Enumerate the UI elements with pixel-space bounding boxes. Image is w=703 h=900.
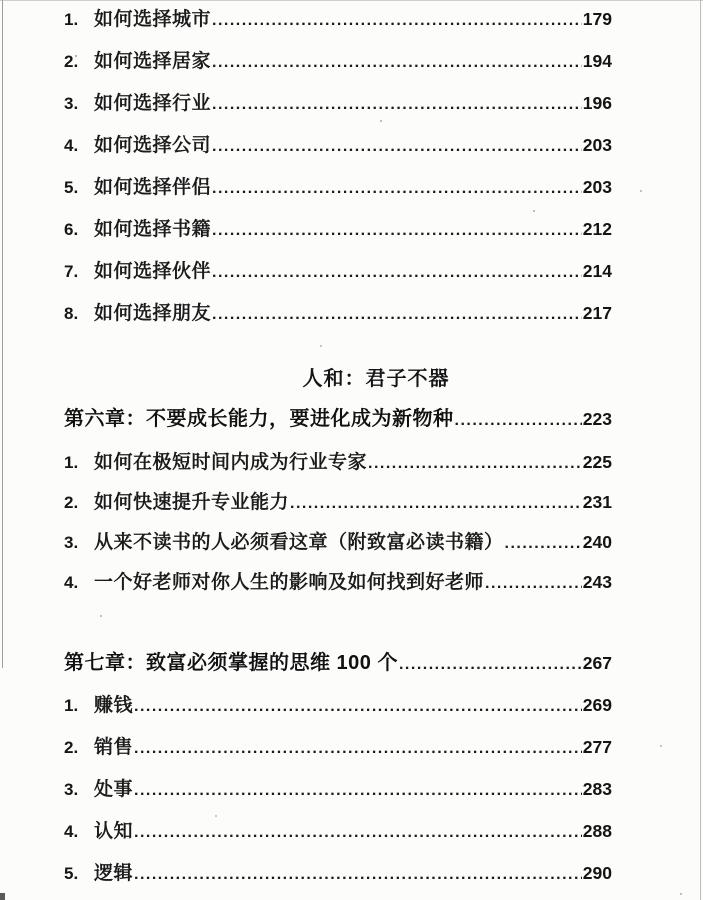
page-number: 194 [582, 51, 612, 71]
toc-entry-row [64, 532, 612, 553]
toc-entry-row [64, 779, 612, 800]
chapter-title: 第七章：致富必须掌握的思维 100 个 [64, 652, 398, 674]
page-number: 290 [582, 863, 612, 883]
toc-content [64, 0, 612, 900]
toc-entry-row [64, 177, 612, 198]
entry-number: 1. [64, 10, 79, 29]
entry-number: 7. [64, 262, 79, 281]
chapter-heading-row [64, 408, 612, 430]
chapter-title: 第六章：不要成长能力，要进化成为新物种 [64, 408, 454, 430]
page-number: 179 [582, 9, 612, 29]
part-heading: 人和：君子不器 [302, 368, 450, 390]
entry-title: 认知 [94, 821, 134, 842]
dot-leader [455, 410, 582, 430]
entry-number: 8. [64, 304, 79, 323]
entry-number: 2. [64, 493, 79, 512]
scan-edge-right [700, 0, 701, 900]
dot-leader [212, 94, 582, 114]
dot-leader [134, 822, 582, 842]
toc-entry-row [64, 51, 612, 72]
entry-title: 如何选择公司 [94, 135, 212, 156]
toc-entry-row [64, 93, 612, 114]
entry-title: 如何选择城市 [94, 9, 212, 30]
toc-entry-row [64, 737, 612, 758]
page-number: 277 [582, 737, 612, 757]
entry-title: 如何选择书籍 [94, 219, 212, 240]
page-number: 223 [582, 409, 612, 429]
entry-title: 赚钱 [94, 695, 134, 716]
entry-number: 3. [64, 94, 79, 113]
toc-entry-row [64, 863, 612, 884]
page-number: 288 [582, 821, 612, 841]
toc-entry-row [64, 303, 612, 324]
dot-leader [485, 573, 582, 593]
entry-title: 如何选择居家 [94, 51, 212, 72]
entry-number: 1. [64, 453, 79, 472]
dot-leader [212, 304, 582, 324]
toc-entry-row [64, 9, 612, 30]
toc-entry-row [64, 572, 612, 593]
entry-title: 一个好老师对你人生的影响及如何找到好老师 [94, 572, 485, 593]
chapter7-entries [64, 695, 612, 884]
entry-number: 4. [64, 136, 79, 155]
dot-leader [212, 10, 582, 30]
entry-title: 如何选择伙伴 [94, 261, 212, 282]
scan-corner-mark [0, 893, 5, 900]
page-number: 214 [582, 261, 612, 281]
page-number: 231 [582, 492, 612, 512]
entry-number: 3. [64, 780, 79, 799]
entry-number: 6. [64, 220, 79, 239]
entry-title: 如何选择朋友 [94, 303, 212, 324]
page-number: 203 [582, 177, 612, 197]
dot-leader [212, 52, 582, 72]
page-number: 243 [582, 572, 612, 592]
entry-number: 3. [64, 533, 79, 552]
entry-title: 从来不读书的人必须看这章（附致富必读书籍） [94, 532, 504, 553]
chapter6-entries [64, 452, 612, 593]
entry-title: 如何选择伴侣 [94, 177, 212, 198]
entry-title: 如何在极短时间内成为行业专家 [94, 452, 368, 473]
page-number: 225 [582, 452, 612, 472]
dot-leader [134, 696, 582, 716]
scan-edge-left [2, 0, 3, 668]
page-number: 203 [582, 135, 612, 155]
entry-title: 逻辑 [94, 863, 134, 884]
dot-leader [290, 493, 582, 513]
toc-entry-row [64, 135, 612, 156]
entry-number: 2. [64, 52, 79, 71]
page-number: 212 [582, 219, 612, 239]
toc-entry-row [64, 695, 612, 716]
chapter-heading-row [64, 652, 612, 674]
dot-leader [212, 178, 582, 198]
toc-entry-row [64, 821, 612, 842]
entry-number: 5. [64, 178, 79, 197]
dot-leader [368, 453, 582, 473]
dot-leader [134, 780, 582, 800]
toc-entry-row [64, 452, 612, 473]
entry-title: 如何快速提升专业能力 [94, 492, 290, 513]
page-number: 269 [582, 695, 612, 715]
dot-leader [399, 654, 582, 674]
entry-title: 处事 [94, 779, 134, 800]
page-number: 267 [582, 653, 612, 673]
dot-leader [212, 136, 582, 156]
page-number: 217 [582, 303, 612, 323]
page-number: 196 [582, 93, 612, 113]
dot-leader [212, 220, 582, 240]
entry-number: 4. [64, 573, 79, 592]
dot-leader [134, 864, 582, 884]
toc-entry-row [64, 492, 612, 513]
entry-title: 如何选择行业 [94, 93, 212, 114]
page-number: 240 [582, 532, 612, 552]
toc-entry-row [64, 219, 612, 240]
entry-number: 5. [64, 864, 79, 883]
dot-leader [134, 738, 582, 758]
entry-title: 销售 [94, 737, 134, 758]
page-number: 283 [582, 779, 612, 799]
entry-number: 2. [64, 738, 79, 757]
toc-entry-row [64, 261, 612, 282]
entry-number: 4. [64, 822, 79, 841]
dot-leader [505, 533, 582, 553]
entry-number: 1. [64, 696, 79, 715]
dot-leader [212, 262, 582, 282]
